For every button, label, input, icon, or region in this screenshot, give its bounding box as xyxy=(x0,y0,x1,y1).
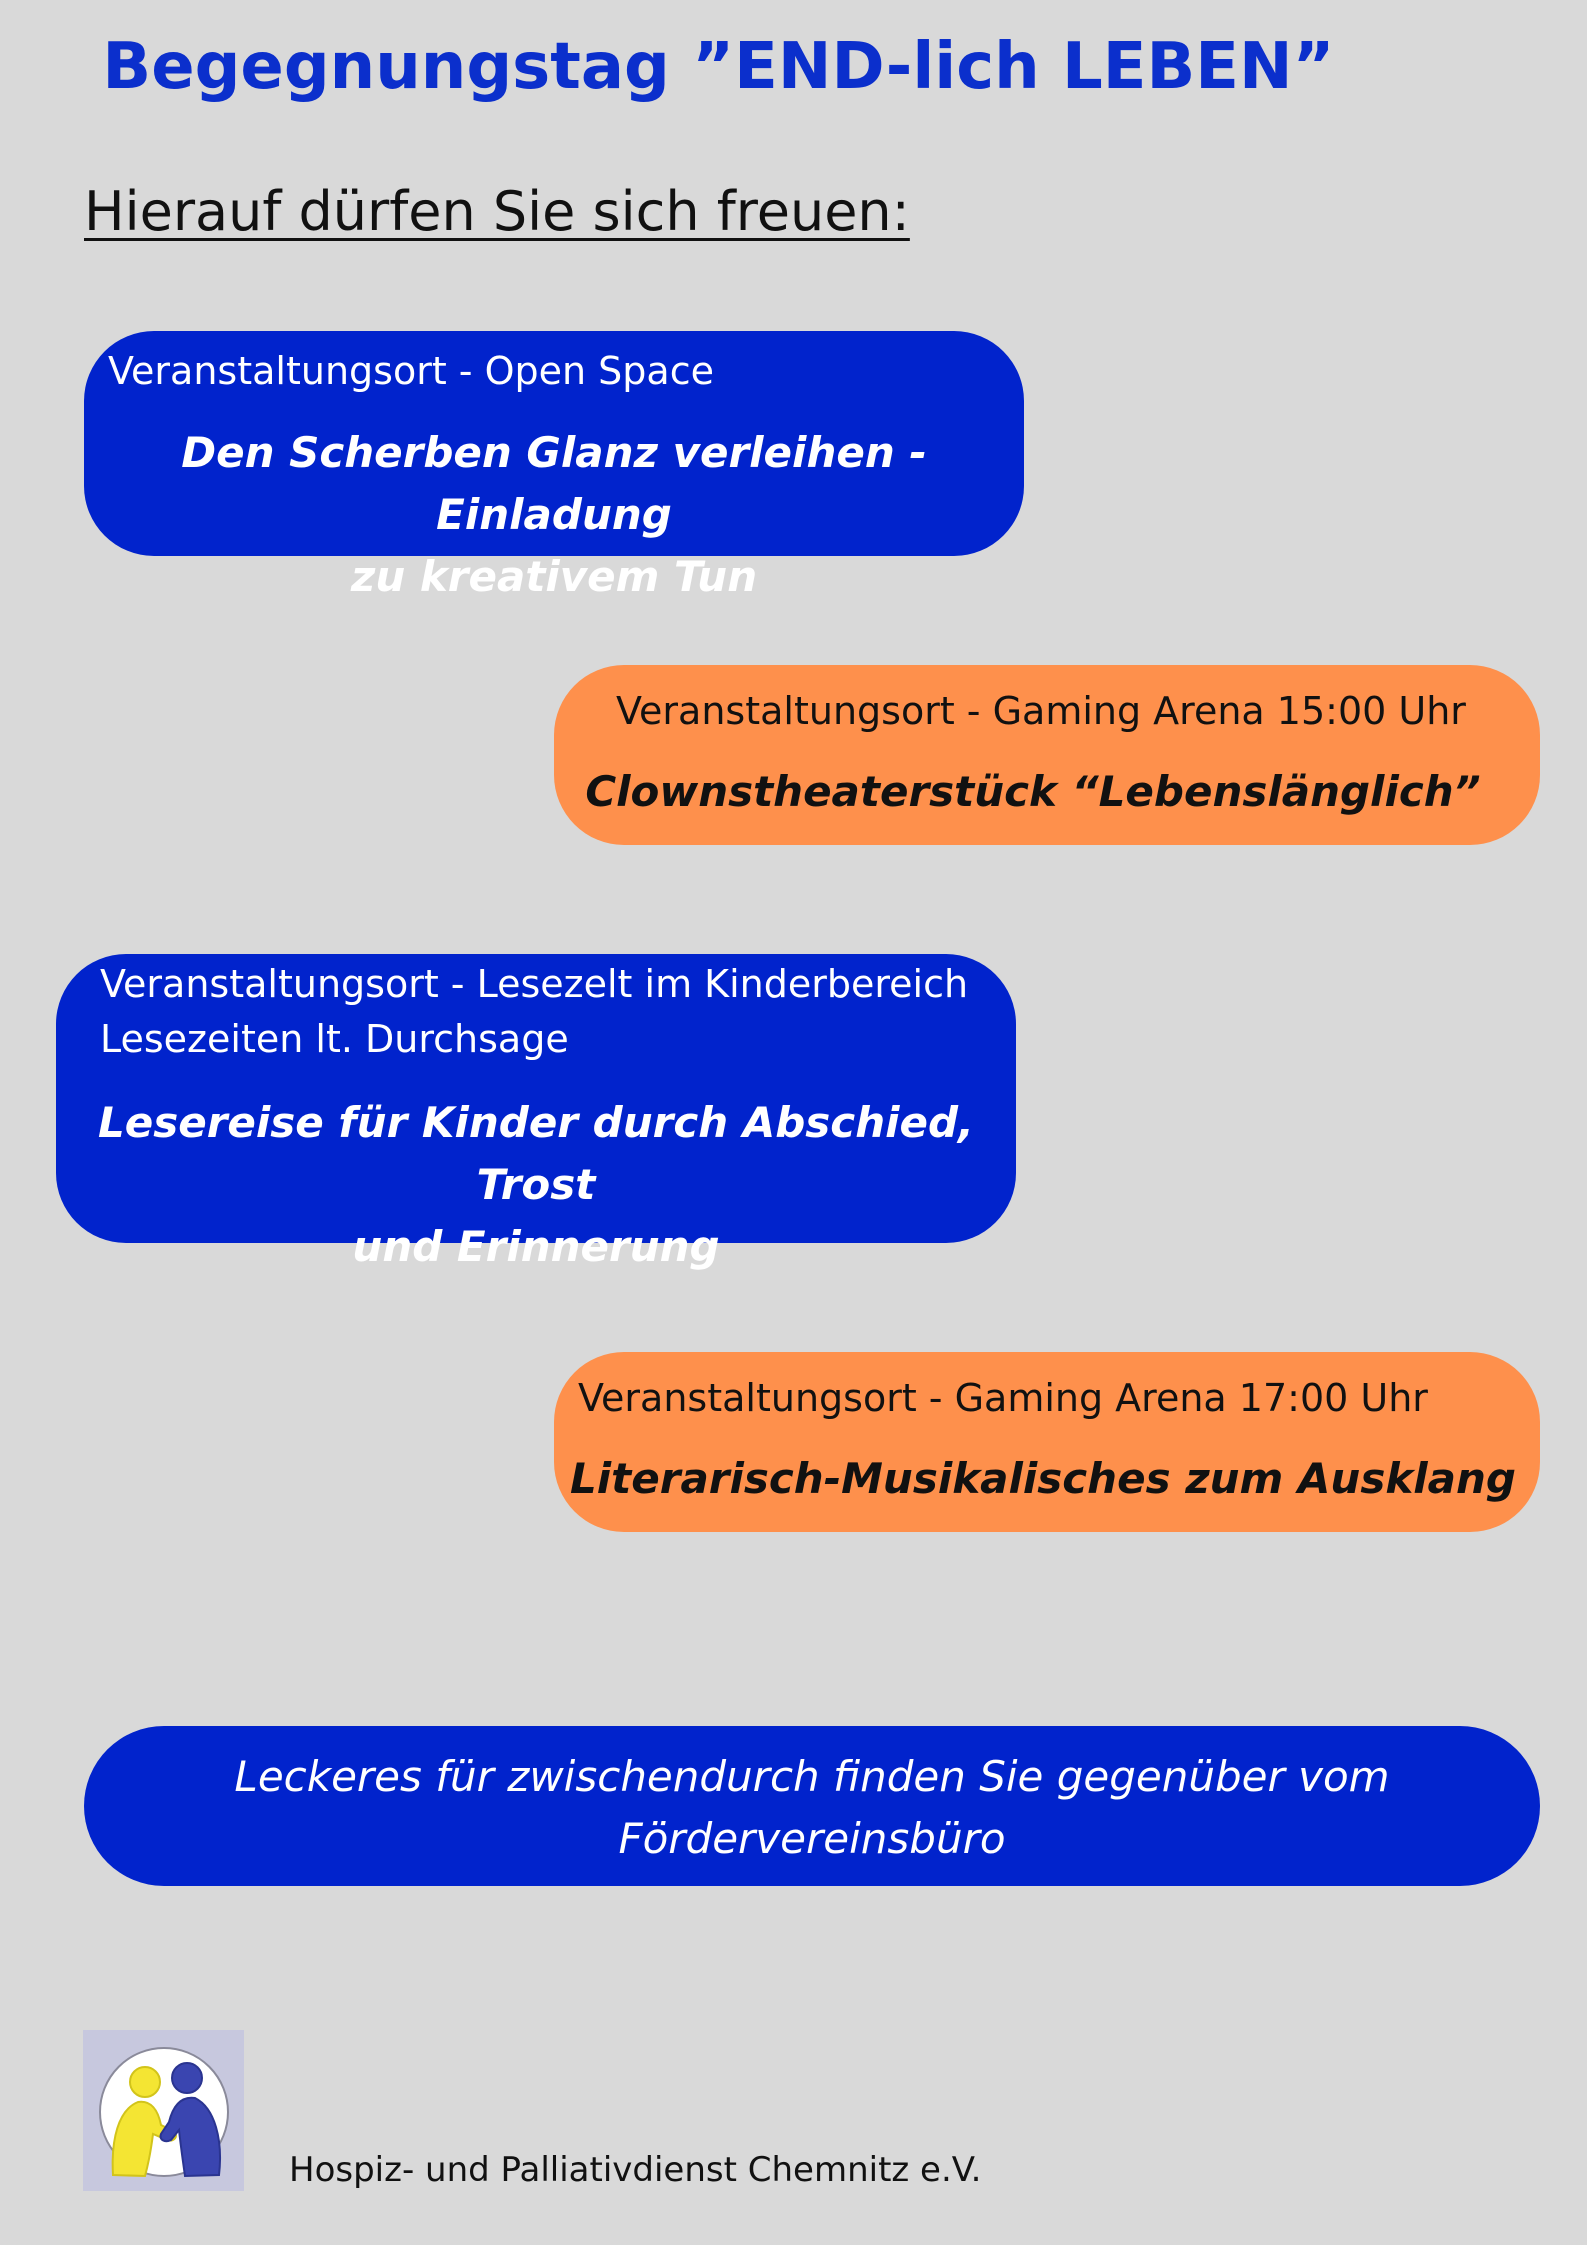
event-title xyxy=(56,1092,1016,1278)
event-card-clown-theater xyxy=(554,665,1540,845)
event-title-line: Literarisch-Musikalisches zum Ausklang xyxy=(570,1454,1516,1503)
food-info-line: Leckeres für zwischendurch finden Sie gegenüber vom xyxy=(234,1752,1390,1801)
page-title: Begegnungstag ”END-lich LEBEN” xyxy=(102,30,1335,104)
event-title xyxy=(550,1448,1536,1510)
event-location: Veranstaltungsort - Gaming Arena 17:00 Uhr xyxy=(578,1376,1428,1420)
event-location: Veranstaltungsort - Open Space xyxy=(108,349,714,393)
organization-name: Hospiz- und Palliativdienst Chemnitz e.V. xyxy=(289,2150,982,2190)
food-info-line: Fördervereinsbüro xyxy=(618,1814,1006,1863)
event-location: Veranstaltungsort - Gaming Arena 15:00 Uhr xyxy=(616,689,1466,733)
event-title-line: und Erinnerung xyxy=(352,1222,720,1271)
event-location: Veranstaltungsort - Lesezelt im Kinderbereich xyxy=(100,962,969,1006)
event-title-line: zu kreativem Tun xyxy=(350,552,758,601)
event-title-line: Clownstheaterstück “Lebenslänglich” xyxy=(585,767,1481,816)
two-figures-embrace-logo-icon xyxy=(83,2030,244,2191)
event-card-literary-musical xyxy=(554,1352,1540,1532)
food-info-banner xyxy=(84,1726,1540,1886)
event-title xyxy=(540,761,1526,823)
event-location-detail: Lesezeiten lt. Durchsage xyxy=(100,1017,569,1061)
page-subtitle: Hierauf dürfen Sie sich freuen: xyxy=(84,180,910,243)
event-title xyxy=(84,422,1024,608)
event-title-line: Lesereise für Kinder durch Abschied, Trost xyxy=(97,1098,975,1209)
event-card-reading-journey xyxy=(56,954,1016,1271)
event-title-line: Den Scherben Glanz verleihen - Einladung xyxy=(181,428,927,539)
event-card-open-space xyxy=(84,331,1024,601)
